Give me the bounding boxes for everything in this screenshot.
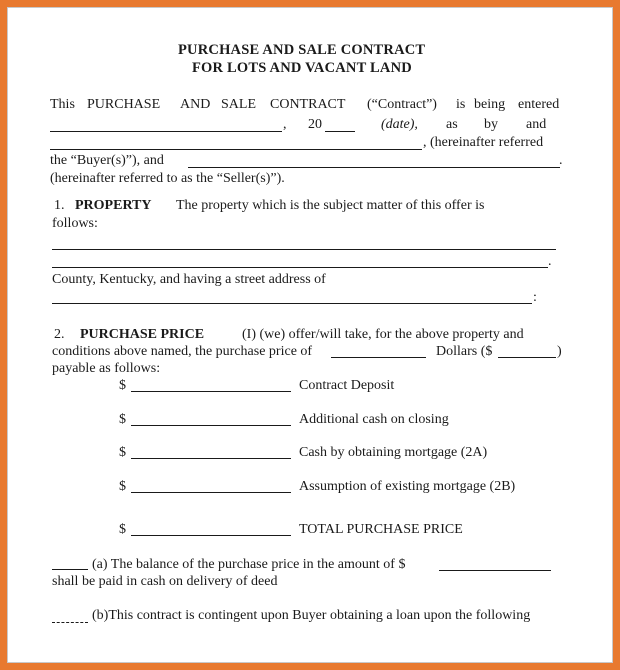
option-a-text: (a) The balance of the purchase price in the amount of $: [92, 557, 406, 572]
title-line-1: PURCHASE AND SALE CONTRACT: [178, 42, 426, 58]
intro-word: This: [50, 97, 75, 112]
amount-blank[interactable]: [131, 492, 291, 493]
section-1-text: The property which is the subject matter of this offer is: [176, 198, 485, 213]
section-1-heading: PROPERTY: [75, 198, 152, 213]
option-a-check-blank[interactable]: [52, 569, 88, 570]
intro-word: being: [474, 97, 506, 112]
price-item-label: TOTAL PURCHASE PRICE: [299, 522, 463, 537]
intro-year: 20: [308, 117, 322, 132]
title-line-2: FOR LOTS AND VACANT LAND: [192, 60, 412, 76]
property-description-blank[interactable]: [52, 267, 548, 268]
section-2-text: payable as follows:: [52, 361, 161, 376]
intro-word: as: [446, 117, 458, 132]
intro-hereinafter: , (hereinafter referred: [423, 135, 544, 150]
section-1-colon: :: [533, 290, 537, 305]
dollar-sign: $: [119, 522, 126, 537]
intro-word: PURCHASE: [87, 97, 161, 112]
option-b-check-blank[interactable]: [52, 622, 88, 623]
intro-word: by: [484, 117, 498, 132]
option-b-text: (b)This contract is contingent upon Buyer obtaining a loan upon the following: [92, 608, 531, 623]
section-1-text: follows:: [52, 216, 98, 231]
amount-blank[interactable]: [131, 535, 291, 536]
price-item-label: Assumption of existing mortgage (2B): [299, 479, 516, 494]
section-2-text: conditions above named, the purchase price of: [52, 344, 313, 359]
intro-word: AND: [180, 97, 211, 112]
buyer-name-blank[interactable]: [50, 149, 422, 150]
intro-date: (date),: [381, 117, 418, 132]
intro-word: (“Contract”): [367, 97, 437, 112]
section-2-text: (I) (we) offer/will take, for the above property and: [242, 327, 524, 342]
intro-dot: .: [559, 153, 563, 168]
section-1-county: County, Kentucky, and having a street address of: [52, 272, 326, 287]
price-item-label: Cash by obtaining mortgage (2A): [299, 445, 488, 460]
party-date-blank[interactable]: [50, 131, 282, 132]
intro-word: and: [526, 117, 547, 132]
balance-amount-blank[interactable]: [439, 570, 551, 571]
section-2-number: 2.: [54, 327, 65, 342]
seller-name-blank[interactable]: [188, 167, 560, 168]
option-a-text: shall be paid in cash on delivery of deed: [52, 574, 278, 589]
amount-blank[interactable]: [131, 458, 291, 459]
intro-word: CONTRACT: [270, 97, 346, 112]
price-item-label: Contract Deposit: [299, 378, 395, 393]
section-2-dollars: Dollars ($: [436, 344, 493, 359]
intro-word: is: [456, 97, 466, 112]
section-2-heading: PURCHASE PRICE: [80, 327, 205, 342]
section-1-number: 1.: [54, 198, 65, 213]
dollar-sign: $: [119, 412, 126, 427]
dollar-sign: $: [119, 445, 126, 460]
property-description-blank[interactable]: [52, 249, 556, 250]
intro-word: SALE: [221, 97, 256, 112]
dollar-sign: $: [119, 479, 126, 494]
price-amount-blank[interactable]: [498, 357, 556, 358]
intro-buyer: the “Buyer(s)”), and: [50, 153, 164, 168]
amount-blank[interactable]: [131, 425, 291, 426]
price-item-label: Additional cash on closing: [299, 412, 449, 427]
section-1-dot: .: [548, 254, 552, 269]
section-2-paren: ): [557, 344, 562, 359]
street-address-blank[interactable]: [52, 303, 532, 304]
amount-blank[interactable]: [131, 391, 291, 392]
intro-word: entered: [518, 97, 560, 112]
year-blank[interactable]: [325, 131, 355, 132]
intro-seller: (hereinafter referred to as the “Seller(s)”).: [50, 171, 285, 186]
dollar-sign: $: [119, 378, 126, 393]
price-words-blank[interactable]: [331, 357, 426, 358]
intro-comma: ,: [283, 117, 287, 132]
